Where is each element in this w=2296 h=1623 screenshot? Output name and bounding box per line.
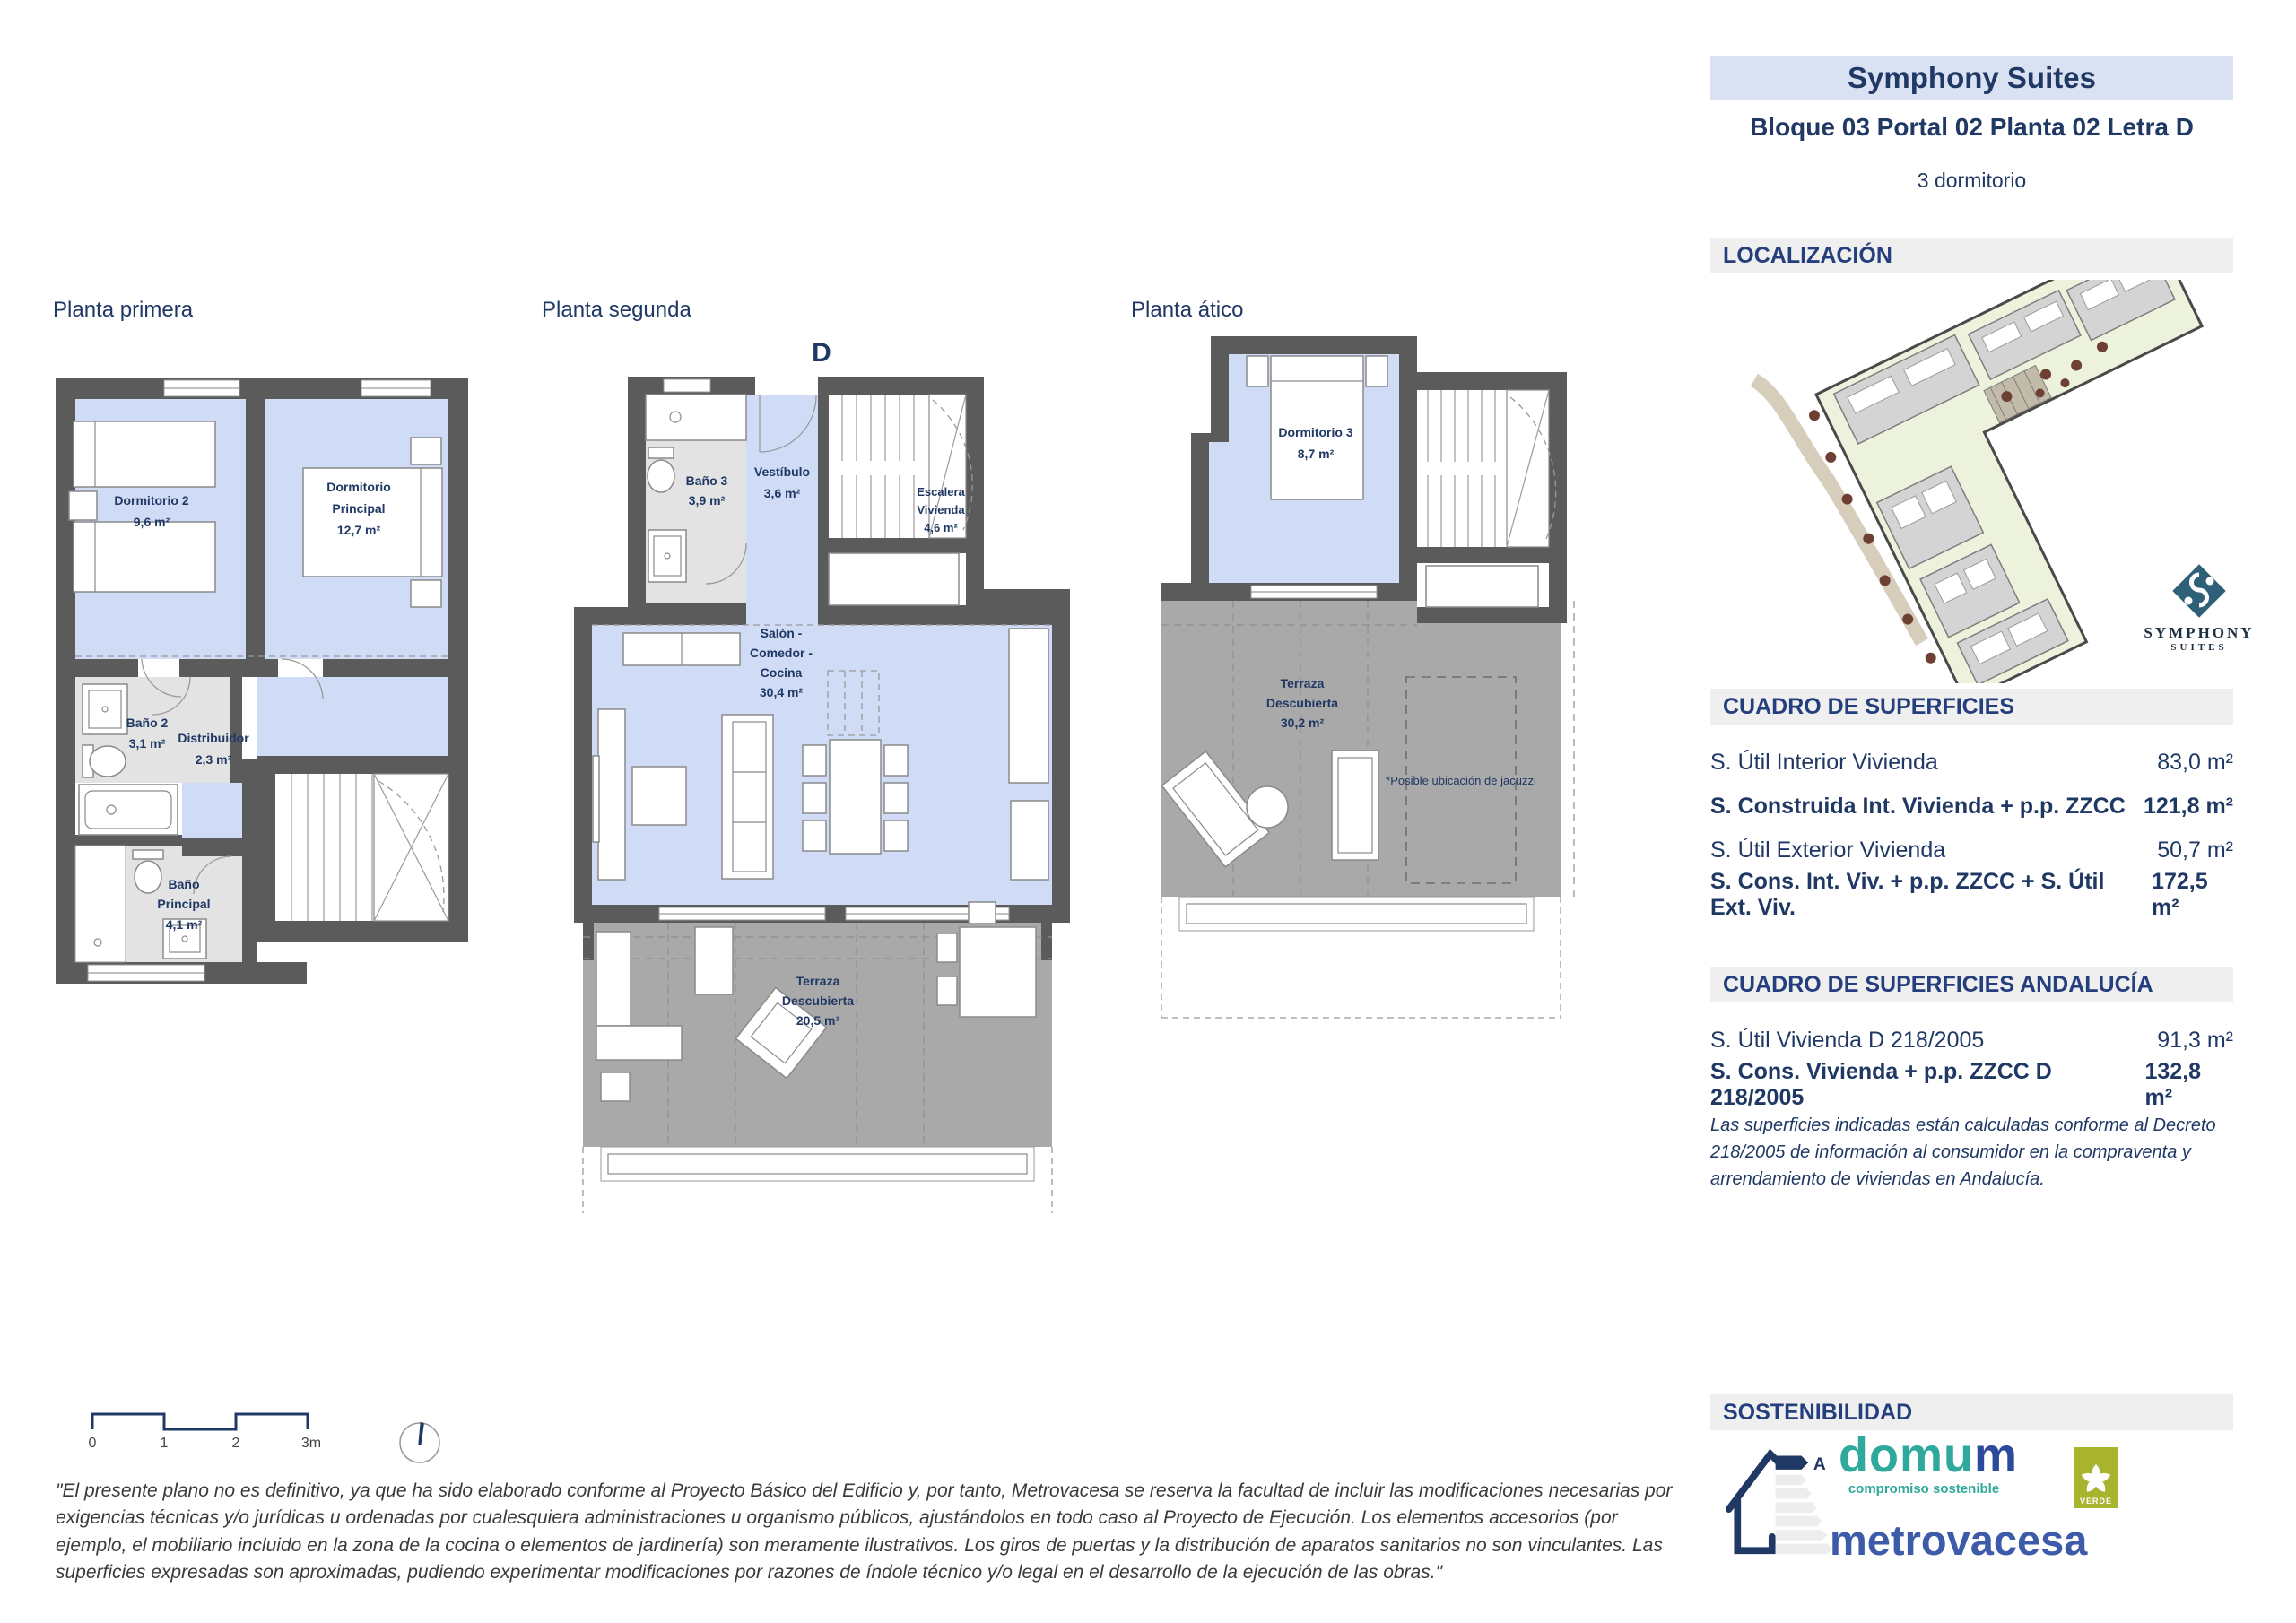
- section-superficies: CUADRO DE SUPERFICIES: [1710, 689, 2233, 725]
- svg-text:Dormitorio 3: Dormitorio 3: [1278, 425, 1353, 439]
- svg-text:3,6 m²: 3,6 m²: [763, 486, 801, 500]
- symphony-logo-subtitle: SUITES: [2170, 642, 2228, 653]
- verde-leaf-icon: [2078, 1461, 2114, 1497]
- svg-text:Descubierta: Descubierta: [781, 994, 855, 1008]
- floorplan-atico-drawing: [1148, 336, 1666, 1083]
- svg-text:30,2 m²: 30,2 m²: [1280, 716, 1325, 730]
- svg-text:Principal: Principal: [332, 501, 386, 516]
- staircase: [1417, 390, 1556, 547]
- unit-typology: 3 dormitorio: [1917, 169, 2027, 192]
- symphony-logo-title: SYMPHONY: [2144, 624, 2255, 641]
- symphony-logo: [2127, 561, 2271, 653]
- symphony-diamond-icon: [2172, 561, 2226, 621]
- room-vestibulo: [746, 395, 818, 625]
- floorplan-segunda-drawing: [561, 315, 1079, 1219]
- planter: [583, 1147, 1052, 1213]
- verde-label: VERDE: [2079, 1497, 2112, 1506]
- legal-disclaimer: "El presente plano no es definitivo, ya que ha sido elaborado conforme al Proyecto Básico del Edificio y, por tanto, Metrovacesa se reserva la facultad de incluir las modificaciones necesarias por exigencias técnicas y/o jurídicas u ordenadas por cualesquiera administraciones u organismo públicos, ajustándolos en todo caso al Proyecto de Ejecución. Los elementos accesorios (por ejemplo, el mobiliario incluido en la zona de la cocina o elementos de jardinería) son meramente ilustrativos. Los giros de puertas y la distribución de aparatos sanitarios no son vinculantes. Las superficies expresadas son aproximadas, pudiendo experimentar modificaciones por razones de índole técnico y/o legal en el desarrollo de la ejecución de las obras.": [56, 1480, 1673, 1584]
- domum-logo-text-blue: m: [1973, 1428, 2018, 1482]
- svg-text:3,1 m²: 3,1 m²: [128, 736, 166, 751]
- svg-text:Cocina: Cocina: [760, 665, 803, 680]
- section-andalucia: CUADRO DE SUPERFICIES ANDALUCÍA: [1710, 967, 2233, 1002]
- svg-text:Escalera: Escalera: [917, 485, 965, 499]
- decree-note: Las superficies indicadas están calculadas conforme al Decreto 218/2005 de información al consumidor en la compraventa y arrendamiento de viviendas en Andalucía.: [1710, 1115, 2216, 1189]
- svg-text:Terraza: Terraza: [1280, 676, 1325, 690]
- scale-bar-line: [92, 1414, 308, 1429]
- surface-row: S. Construida Int. Vivienda + p.p. ZZCC 121,8 m²: [1710, 794, 2233, 819]
- surface-row: S. Útil Vivienda D 218/2005 91,3 m²: [1710, 1028, 2233, 1053]
- floorplan-planta-segunda: [561, 315, 1079, 1219]
- planter: [1161, 897, 1561, 1018]
- energy-scale-bars: [1776, 1475, 1832, 1554]
- svg-text:Descubierta: Descubierta: [1265, 696, 1339, 710]
- svg-text:8,7 m²: 8,7 m²: [1297, 447, 1335, 461]
- surface-row: S. Cons. Int. Viv. + p.p. ZZCC + S. Útil Ext. Viv. 172,5 m²: [1710, 868, 2208, 920]
- svg-text:4,6 m²: 4,6 m²: [924, 521, 958, 534]
- svg-text:Salón -: Salón -: [760, 626, 803, 640]
- svg-text:3,9 m²: 3,9 m²: [688, 493, 726, 508]
- svg-text:Baño: Baño: [168, 877, 200, 891]
- svg-text:Dormitorio 2: Dormitorio 2: [114, 493, 189, 508]
- floorplan-planta-atico: [1148, 336, 1666, 1083]
- domum-logo-text-teal: domu: [1839, 1428, 1974, 1482]
- north-arrow-icon: [396, 1419, 443, 1465]
- metrovacesa-logo: metrovacesa: [1830, 1516, 2088, 1564]
- svg-text:2,3 m²: 2,3 m²: [195, 752, 232, 767]
- domum-logo: [1839, 1428, 2018, 1497]
- energy-rating-letter: A: [1813, 1454, 1826, 1474]
- svg-text:Baño 3: Baño 3: [685, 473, 728, 488]
- svg-text:0: 0: [88, 1436, 97, 1451]
- svg-text:Comedor -: Comedor -: [750, 646, 813, 660]
- plan-title-segunda: Planta segunda: [542, 298, 691, 322]
- project-title-band: [1710, 56, 2233, 100]
- svg-text:12,7 m²: 12,7 m²: [336, 523, 381, 537]
- surfaces-table: [1710, 741, 2233, 920]
- surface-row: S. Útil Interior Vivienda 83,0 m²: [1710, 750, 2233, 775]
- verde-certification-badge: [2074, 1447, 2118, 1508]
- svg-text:Principal: Principal: [157, 897, 211, 911]
- plan-title-primera: Planta primera: [53, 298, 194, 322]
- staircase: [829, 395, 972, 605]
- domum-tagline: compromiso sostenible: [1848, 1481, 2000, 1497]
- plan-title-atico: Planta ático: [1131, 298, 1244, 322]
- staircase: [275, 774, 448, 921]
- svg-text:3m: 3m: [300, 1436, 322, 1451]
- svg-text:2: 2: [231, 1436, 240, 1451]
- svg-text:Distribuidor: Distribuidor: [178, 731, 249, 745]
- svg-text:Terraza: Terraza: [796, 974, 840, 988]
- svg-text:9,6 m²: 9,6 m²: [133, 515, 170, 529]
- surface-row: S. Cons. Vivienda + p.p. ZZCC D 218/2005 132,8 m²: [1710, 1058, 2202, 1110]
- svg-text:Vestíbulo: Vestíbulo: [753, 464, 811, 479]
- scale-bar: [85, 1408, 327, 1453]
- svg-text:4,1 m²: 4,1 m²: [165, 917, 203, 932]
- entry-letter-marker: D: [812, 338, 831, 368]
- section-sostenibilidad: SOSTENIBILIDAD: [1710, 1394, 2233, 1430]
- floorplan-planta-primera: [56, 378, 468, 984]
- unit-reference: Bloque 03 Portal 02 Planta 02 Letra D: [1750, 113, 2194, 141]
- surfaces-andalucia-table: [1710, 1019, 2233, 1110]
- project-title: Symphony Suites: [1848, 61, 2096, 94]
- energy-rating-icon: [1722, 1440, 1834, 1561]
- section-localizacion: LOCALIZACIÓN: [1710, 238, 2233, 273]
- svg-text:Dormitorio: Dormitorio: [326, 480, 391, 494]
- svg-text:20,5 m²: 20,5 m²: [796, 1013, 840, 1028]
- jacuzzi-note: *Posible ubicación de jacuzzi: [1386, 774, 1536, 787]
- svg-text:Vivienda: Vivienda: [917, 503, 965, 516]
- svg-text:30,4 m²: 30,4 m²: [759, 685, 804, 699]
- svg-text:1: 1: [160, 1436, 169, 1451]
- svg-text:Baño 2: Baño 2: [126, 716, 169, 730]
- floorplan-primera-drawing: [56, 378, 468, 984]
- terrace-right: [1417, 623, 1561, 897]
- surface-row: S. Útil Exterior Vivienda 50,7 m²: [1710, 838, 2233, 863]
- room-dormitorio3-ext: [1209, 439, 1229, 583]
